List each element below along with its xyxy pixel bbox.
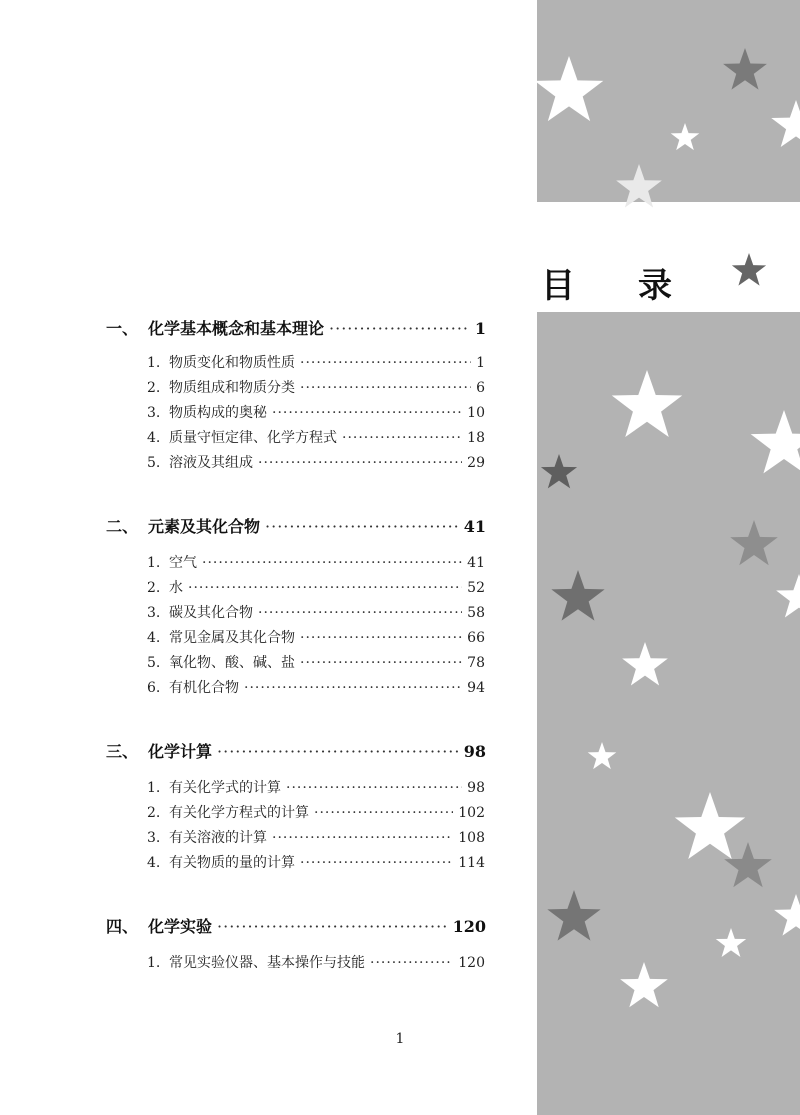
star-icon xyxy=(610,370,684,444)
page-number: 1 xyxy=(395,1031,405,1047)
item-number: 5. xyxy=(147,655,161,671)
toc-item[interactable] xyxy=(147,377,485,399)
dot-leader xyxy=(300,655,462,671)
item-number: 2. xyxy=(147,380,161,396)
toc-item[interactable] xyxy=(147,402,485,424)
section-title: 化学实验 xyxy=(148,917,213,936)
section-number: 一、 xyxy=(106,319,139,338)
item-number: 1. xyxy=(147,355,161,371)
star-icon xyxy=(715,928,747,960)
toc-item[interactable] xyxy=(147,652,485,674)
toc-item[interactable] xyxy=(147,352,485,374)
section-page: 41 xyxy=(463,517,486,536)
item-number: 4. xyxy=(147,630,161,646)
item-page: 6 xyxy=(476,380,485,396)
item-page: 29 xyxy=(467,455,485,471)
section-number: 四、 xyxy=(106,917,139,936)
star-icon xyxy=(729,520,779,570)
section-title: 化学基本概念和基本理论 xyxy=(148,319,325,338)
toc-item[interactable] xyxy=(147,452,485,474)
item-title: 有关溶液的计算 xyxy=(169,830,267,846)
toc-item[interactable] xyxy=(147,677,485,699)
toc-item[interactable] xyxy=(147,552,485,574)
item-number: 1. xyxy=(147,555,161,571)
item-page: 52 xyxy=(467,580,485,596)
item-title: 有关物质的量的计算 xyxy=(169,855,295,871)
item-title: 碳及其化合物 xyxy=(169,605,253,621)
item-title: 物质组成和物质分类 xyxy=(169,380,295,396)
dot-leader xyxy=(300,855,453,871)
toc-item[interactable] xyxy=(147,577,485,599)
star-icon xyxy=(722,48,768,94)
star-icon xyxy=(731,253,767,289)
item-title: 氧化物、酸、碱、盐 xyxy=(169,655,295,671)
item-number: 4. xyxy=(147,855,161,871)
item-number: 2. xyxy=(147,580,161,596)
dot-leader xyxy=(244,680,462,696)
item-page: 1 xyxy=(476,355,485,371)
item-title: 空气 xyxy=(169,555,197,571)
toc-item[interactable] xyxy=(147,627,485,649)
star-icon xyxy=(621,642,669,690)
item-title: 常见实验仪器、基本操作与技能 xyxy=(169,955,365,971)
star-icon xyxy=(546,890,602,946)
section-number: 二、 xyxy=(106,517,139,536)
star-icon xyxy=(615,164,663,212)
dot-leader xyxy=(300,630,462,646)
toc-title xyxy=(541,258,741,306)
decorative-panel-bottom xyxy=(537,312,800,1115)
item-number: 5. xyxy=(147,455,161,471)
item-number: 3. xyxy=(147,605,161,621)
dot-leader xyxy=(286,780,462,796)
toc-item[interactable] xyxy=(147,827,485,849)
section-title: 化学计算 xyxy=(148,742,213,761)
item-page: 18 xyxy=(467,430,485,446)
item-number: 6. xyxy=(147,680,161,696)
dot-leader xyxy=(272,405,462,421)
toc-item[interactable] xyxy=(147,777,485,799)
item-number: 1. xyxy=(147,955,161,971)
section-page: 98 xyxy=(463,742,486,761)
item-title: 物质变化和物质性质 xyxy=(169,355,295,371)
item-title: 质量守恒定律、化学方程式 xyxy=(169,430,337,446)
item-page: 41 xyxy=(467,555,485,571)
star-icon xyxy=(723,842,773,892)
toc-section[interactable] xyxy=(106,514,486,538)
item-number: 4. xyxy=(147,430,161,446)
dot-leader xyxy=(258,605,462,621)
toc-item[interactable] xyxy=(147,952,485,974)
toc-section[interactable] xyxy=(106,914,486,938)
toc-item[interactable] xyxy=(147,802,485,824)
toc-item[interactable] xyxy=(147,427,485,449)
item-title: 水 xyxy=(169,580,183,596)
dot-leader xyxy=(202,555,462,571)
dot-leader xyxy=(258,455,462,471)
item-page: 98 xyxy=(467,780,485,796)
dot-leader xyxy=(272,830,453,846)
star-icon xyxy=(770,100,800,152)
item-page: 66 xyxy=(467,630,485,646)
item-number: 2. xyxy=(147,805,161,821)
star-icon xyxy=(540,454,578,492)
item-number: 3. xyxy=(147,830,161,846)
item-page: 114 xyxy=(458,855,485,871)
toc-section[interactable] xyxy=(106,739,486,763)
item-title: 有机化合物 xyxy=(169,680,239,696)
star-icon xyxy=(550,570,606,626)
dot-leader xyxy=(188,580,462,596)
dot-leader xyxy=(370,955,453,971)
item-title: 物质构成的奥秘 xyxy=(169,405,267,421)
star-icon xyxy=(533,56,605,128)
dot-leader xyxy=(342,430,462,446)
item-title: 有关化学方程式的计算 xyxy=(169,805,309,821)
dot-leader xyxy=(300,380,471,396)
item-page: 78 xyxy=(467,655,485,671)
star-icon xyxy=(670,123,700,153)
toc-section[interactable] xyxy=(106,316,486,340)
toc-title-char: 录 xyxy=(638,266,672,306)
item-page: 120 xyxy=(458,955,485,971)
dot-leader xyxy=(265,517,459,536)
item-title: 有关化学式的计算 xyxy=(169,780,281,796)
section-number: 三、 xyxy=(106,742,139,761)
item-page: 10 xyxy=(467,405,485,421)
toc-item[interactable] xyxy=(147,602,485,624)
star-icon xyxy=(619,962,669,1012)
dot-leader xyxy=(314,805,453,821)
section-title: 元素及其化合物 xyxy=(148,517,261,536)
star-icon xyxy=(587,742,617,772)
star-icon xyxy=(775,574,800,622)
star-icon xyxy=(749,410,800,480)
item-page: 102 xyxy=(458,805,485,821)
item-page: 58 xyxy=(467,605,485,621)
dot-leader xyxy=(217,917,448,936)
item-page: 94 xyxy=(467,680,485,696)
item-number: 1. xyxy=(147,780,161,796)
item-title: 溶液及其组成 xyxy=(169,455,253,471)
dot-leader xyxy=(217,742,459,761)
toc-title-char: 目 xyxy=(541,266,575,306)
item-title: 常见金属及其化合物 xyxy=(169,630,295,646)
section-page: 1 xyxy=(474,319,486,338)
item-page: 108 xyxy=(458,830,485,846)
dot-leader xyxy=(329,319,470,338)
item-number: 3. xyxy=(147,405,161,421)
star-icon xyxy=(773,894,800,940)
decorative-panel-top xyxy=(537,0,800,202)
section-page: 120 xyxy=(452,917,486,936)
toc-item[interactable] xyxy=(147,852,485,874)
dot-leader xyxy=(300,355,471,371)
